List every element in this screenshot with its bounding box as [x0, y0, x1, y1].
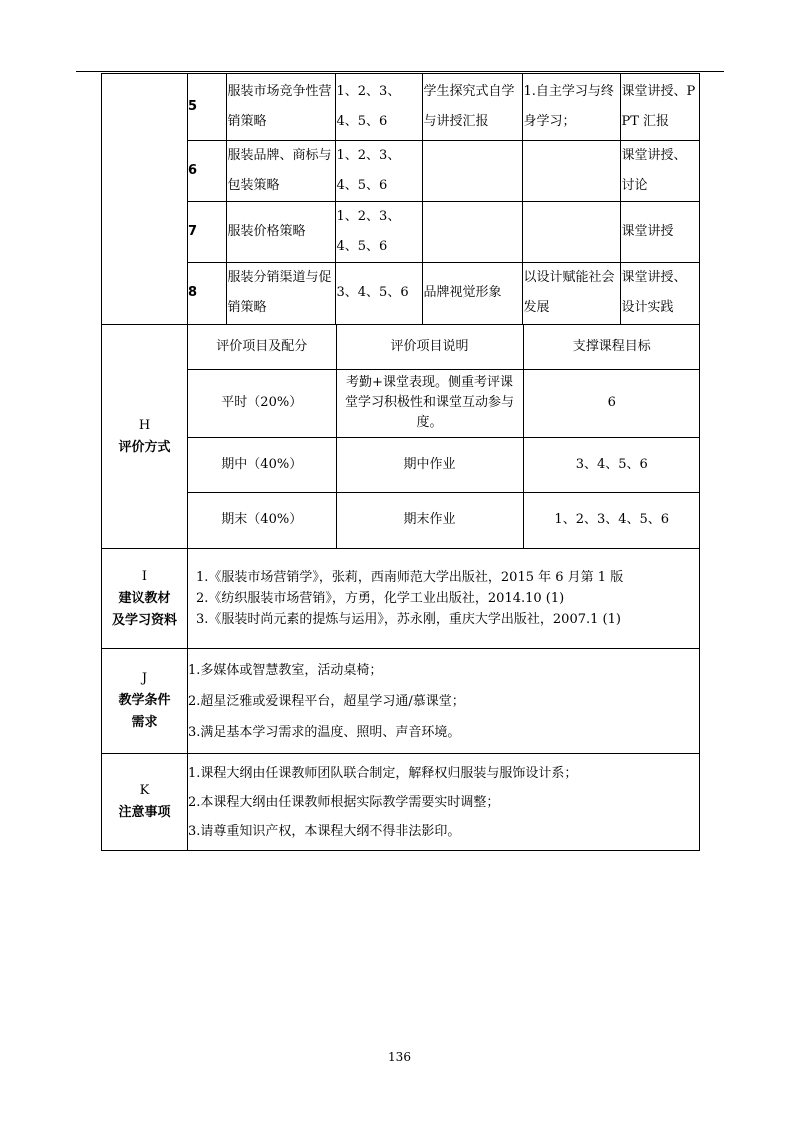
content-row-delivery: 课堂讲授、讨论	[620, 140, 700, 201]
content-section-label-cell	[102, 74, 188, 325]
content-row-number: 7	[188, 201, 226, 262]
content-row-ideology	[522, 140, 620, 201]
content-row-objectives: 1、2、3、4、5、6	[335, 201, 422, 262]
evaluation-row	[188, 369, 700, 437]
content-row	[188, 262, 700, 324]
content-row-method	[422, 140, 522, 201]
page-number: 136	[388, 1050, 411, 1064]
content-row-title: 服装价格策略	[226, 201, 335, 262]
evaluation-row	[188, 437, 700, 492]
section-title: 注意事项	[118, 805, 171, 820]
content-row-delivery: 课堂讲授	[620, 201, 700, 262]
conditions-item: 1.多媒体或智慧教室，活动桌椅；	[188, 662, 383, 678]
notes-list	[188, 754, 700, 851]
eval-item: 平时（20%）	[188, 369, 336, 437]
evaluation-section-label	[102, 325, 188, 549]
content-row-ideology: 以设计赋能社会发展	[522, 262, 620, 324]
section-title-line2: 需求	[131, 715, 158, 730]
conditions-item: 3.满足基本学习需求的温度、照明、声音环境。	[188, 724, 461, 740]
eval-header-item: 评价项目及配分	[188, 325, 336, 369]
notes-item: 1.课程大纲由任课教师团队联合制定，解释权归服装与服饰设计系；	[188, 765, 578, 781]
content-row-number: 5	[188, 74, 226, 140]
section-letter: K	[139, 783, 150, 798]
eval-item: 期中（40%）	[188, 437, 336, 492]
evaluation-header-row	[188, 325, 700, 369]
content-row-method: 学生探究式自学与讲授汇报	[422, 74, 522, 140]
content-row-title: 服装市场竞争性营销策略	[226, 74, 335, 140]
notes-section-label	[102, 754, 188, 851]
eval-item: 期末（40%）	[188, 492, 336, 548]
content-row-ideology: 1.自主学习与终身学习；	[522, 74, 620, 140]
content-row	[188, 74, 700, 140]
content-schedule-table	[188, 74, 700, 324]
content-row-method: 品牌视觉形象	[422, 262, 522, 324]
content-row-number: 8	[188, 262, 226, 324]
eval-desc: 期末作业	[336, 492, 523, 548]
content-row-objectives: 1、2、3、4、5、6	[335, 140, 422, 201]
conditions-section-label	[102, 649, 188, 754]
eval-goal: 3、4、5、6	[523, 437, 700, 492]
materials-item: 1.《服装市场营销学》，张莉，西南师范大学出版社，2015 年 6 月第 1 版	[196, 570, 624, 585]
section-letter: I	[141, 568, 148, 584]
notes-item: 2.本课程大纲由任课教师根据实际教学需要实时调整；	[188, 794, 500, 810]
content-row-objectives: 1、2、3、4、5、6	[335, 74, 422, 140]
notes-section-row	[102, 754, 700, 851]
content-row	[188, 140, 700, 201]
eval-header-desc: 评价项目说明	[336, 325, 523, 369]
section-letter: H	[138, 417, 151, 433]
evaluation-row	[188, 492, 700, 548]
content-row-number: 6	[188, 140, 226, 201]
content-row-title: 服装品牌、商标与包装策略	[226, 140, 335, 201]
section-letter: J	[141, 671, 148, 686]
content-row-title: 服装分销渠道与促销策略	[226, 262, 335, 324]
materials-item: 2.《纺织服装市场营销》，方勇，化学工业出版社，2014.10 (1)	[196, 591, 565, 606]
evaluation-table	[188, 325, 700, 548]
notes-item: 3.请尊重知识产权，本课程大纲不得非法影印。	[188, 823, 461, 839]
section-title-line2: 及学习资料	[111, 612, 177, 628]
content-schedule-cell	[188, 74, 700, 325]
evaluation-section-row	[102, 325, 700, 549]
section-title: 教学条件	[118, 693, 171, 708]
content-row-objectives: 3、4、5、6	[335, 262, 422, 324]
materials-item: 3.《服装时尚元素的提炼与运用》，苏永刚，重庆大学出版社，2007.1 (1)	[196, 612, 621, 627]
content-row	[188, 201, 700, 262]
materials-section-row	[102, 549, 700, 649]
header-rule	[76, 71, 724, 72]
content-row-ideology	[522, 201, 620, 262]
section-title: 评价方式	[118, 439, 171, 455]
conditions-section-row	[102, 649, 700, 754]
evaluation-cell	[188, 325, 700, 549]
eval-desc: 期中作业	[336, 437, 523, 492]
materials-section-label	[102, 549, 188, 649]
section-title: 建议教材	[118, 590, 171, 606]
eval-goal: 6	[523, 369, 700, 437]
materials-list	[188, 549, 700, 649]
eval-desc: 考勤+课堂表现。侧重考评课堂学习积极性和课堂互动参与度。	[336, 369, 523, 437]
eval-header-goal: 支撑课程目标	[523, 325, 700, 369]
eval-goal: 1、2、3、4、5、6	[523, 492, 700, 548]
conditions-item: 2.超星泛雅或爱课程平台，超星学习通/慕课堂；	[188, 693, 465, 709]
conditions-list	[188, 649, 700, 754]
syllabus-table	[101, 73, 700, 851]
content-section-row	[102, 74, 700, 325]
content-row-method	[422, 201, 522, 262]
content-row-delivery: 课堂讲授、PPT 汇报	[620, 74, 700, 140]
content-row-delivery: 课堂讲授、设计实践	[620, 262, 700, 324]
